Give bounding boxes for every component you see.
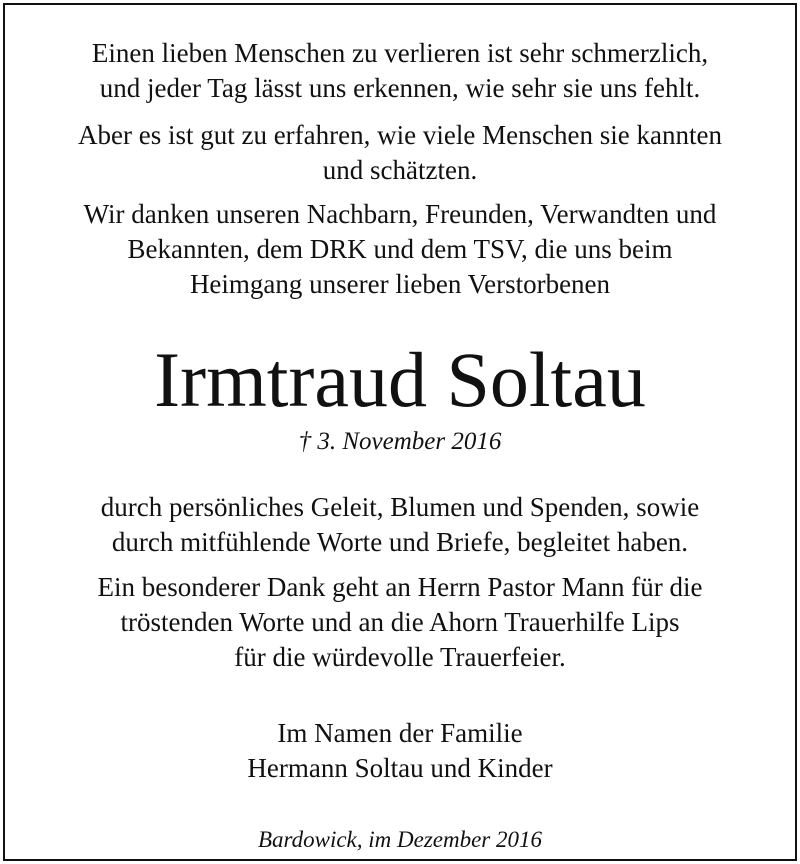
text-line: Wir danken unseren Nachbarn, Freunden, Verwandten und bbox=[83, 199, 717, 229]
family-signature bbox=[0, 716, 800, 786]
text-line: Hermann Soltau und Kinder bbox=[247, 753, 553, 783]
death-date: † 3. November 2016 bbox=[298, 428, 502, 455]
text-line: und jeder Tag lässt uns erkennen, wie sehr sie uns fehlt. bbox=[99, 73, 701, 103]
special-thanks-paragraph bbox=[0, 570, 800, 675]
text-line: durch persönliches Geleit, Blumen und Spenden, sowie bbox=[100, 492, 700, 522]
continuation-paragraph bbox=[0, 490, 800, 560]
text-line: durch mitfühlende Worte und Briefe, begleitet haben. bbox=[111, 527, 689, 557]
intro-paragraph bbox=[0, 36, 800, 106]
text-line: Heimgang unserer lieben Verstorbenen bbox=[189, 269, 611, 299]
second-paragraph bbox=[0, 118, 800, 188]
text-line: für die würdevolle Trauerfeier. bbox=[234, 642, 566, 672]
text-line: Einen lieben Menschen zu verlieren ist sehr schmerzlich, bbox=[91, 38, 709, 68]
text-line: Im Namen der Familie bbox=[277, 718, 523, 748]
deceased-name: Irmtraud Soltau bbox=[154, 336, 646, 423]
text-line: Bekannten, dem DRK und dem TSV, die uns beim bbox=[127, 234, 673, 264]
place-and-date: Bardowick, im Dezember 2016 bbox=[257, 827, 543, 852]
text-line: und schätzten. bbox=[322, 155, 478, 185]
thanks-paragraph bbox=[0, 197, 800, 302]
text-line: Ein besonderer Dank geht an Herrn Pastor Mann für die bbox=[97, 572, 703, 602]
text-line: tröstenden Worte und an die Ahorn Trauerhilfe Lips bbox=[120, 607, 680, 637]
text-line: Aber es ist gut zu erfahren, wie viele Menschen sie kannten bbox=[77, 120, 723, 150]
